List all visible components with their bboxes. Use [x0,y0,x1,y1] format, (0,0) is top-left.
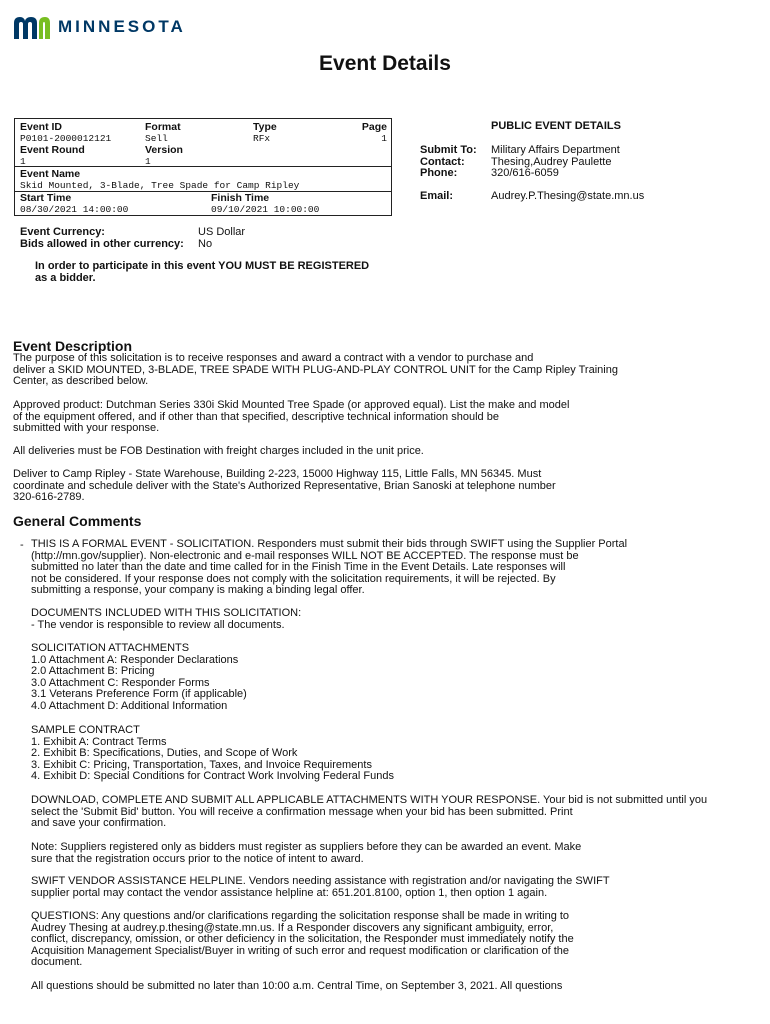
type-label: Type [253,121,277,133]
event-round-label: Event Round [20,144,85,156]
event-id-value: P0101-2000012121 [20,133,112,144]
event-currency-value: US Dollar [198,226,246,238]
event-name-value: Skid Mounted, 3-Blade, Tree Spade for Camp Ripley [20,180,300,191]
event-description-heading: Event Description [13,338,133,354]
phone-value: 320/616-6059 [491,167,559,179]
general-comments-heading: General Comments [13,513,142,529]
comment-paragraph: SOLICITATION ATTACHMENTS 1.0 Attachment A: Responder Declarations 2.0 Attachment B: Pricing 3.0 Attachment C: Responder Forms 3.1 Veterans Preference Form (if applicable) 4.0 Attachment D: Additional Information [31,642,247,712]
public-details-heading: PUBLIC EVENT DETAILS [491,120,621,132]
submit-to-label: Submit To: [420,144,477,156]
email-label: Email: [420,190,454,202]
comment-paragraph: THIS IS A FORMAL EVENT - SOLICITATION. Responders must submit their bids through SWIFT using the Supplier Portal (http://mn.gov/supplier). Non-electronic and e-mail responses WILL NOT BE ACCEPTED. The response must be submitted no later than the date and time called for in the Finish Time in the Event Details. Late responses will not be considered. If your response does not comply with the solicitation requirements, it will be rejected. By submitting a response, your company is making a binding legal offer. [31,538,628,597]
finish-time-value: 09/10/2021 10:00:00 [211,204,320,215]
other-currency-value: No [198,238,213,250]
registration-notice: In order to participate in this event YOU MUST BE REGISTERED as a bidder. [35,260,370,284]
contact-label: Contact: [420,156,465,168]
comment-paragraph: All questions should be submitted no later than 10:00 a.m. Central Time, on September 3, 2021. All questions [31,980,563,992]
description-paragraph: Deliver to Camp Ripley - State Warehouse, Building 2-223, 15000 Highway 115, Little Falls, MN 56345. Must coordinate and schedule deliver with the State's Authorized Representative, Brian Sanoski at telephone number 320-616-2789. [13,468,556,504]
version-label: Version [145,144,183,156]
event-id-label: Event ID [20,121,63,133]
page-title: Event Details [319,52,451,75]
version-value: 1 [145,156,151,167]
other-currency-label: Bids allowed in other currency: [20,238,184,250]
submit-to-value: Military Affairs Department [491,144,620,156]
comment-paragraph: DOWNLOAD, COMPLETE AND SUBMIT ALL APPLICABLE ATTACHMENTS WITH YOUR RESPONSE. Your bid is not submitted until you select the 'Submit Bid' button. You will receive a confirmation message when your bid has been submitted. Print and save your confirmation. [31,794,708,830]
box-divider [15,166,391,167]
phone-label: Phone: [420,167,458,179]
event-info-box [14,118,392,216]
event-currency-label: Event Currency: [20,226,105,238]
event-name-label: Event Name [20,168,81,180]
finish-time-label: Finish Time [211,192,270,204]
comment-bullet: - [20,539,24,551]
email-value[interactable]: Audrey.P.Thesing@state.mn.us [491,190,645,202]
start-time-label: Start Time [20,192,72,204]
box-divider [15,191,391,192]
event-round-value: 1 [20,156,26,167]
comment-paragraph: Note: Suppliers registered only as bidders must register as suppliers before they can be awarded an event. Make sure that the registration occurs prior to the notice of intent to award. [31,841,582,865]
description-paragraph: Approved product: Dutchman Series 330i Skid Mounted Tree Spade (or approved equal). List the make and model of the equipment offered, and if other than that specified, descriptive technical information should be submitted with your response. [13,399,570,435]
comment-paragraph: QUESTIONS: Any questions and/or clarifications regarding the solicitation response shall be made in writing to Audrey Thesing at audrey.p.thesing@state.mn.us. If a Responder discovers any significant ambiguity, error, conflict, discrepancy, omission, or other deficiency in the solicitation, the Responder must immediately notify the Acquisition Management Specialist/Buyer in writing of such error and request modification or clarification of the document. [31,910,574,969]
comment-paragraph: SWIFT VENDOR ASSISTANCE HELPLINE. Vendors needing assistance with registration and/or navigating the SWIFT supplier portal may contact the vendor assistance helpline at: 651.201.8100, option 1, then option 1 again. [31,875,610,899]
comment-paragraph: DOCUMENTS INCLUDED WITH THIS SOLICITATION: - The vendor is responsible to review all documents. [31,607,302,631]
description-paragraph: All deliveries must be FOB Destination with freight charges included in the unit price. [13,445,424,457]
contact-value: Thesing,Audrey Paulette [491,156,612,168]
type-value: RFx [253,133,271,144]
description-paragraph: The purpose of this solicitation is to receive responses and award a contract with a vendor to purchase and deliver a SKID MOUNTED, 3-BLADE, TREE SPADE WITH PLUG-AND-PLAY CONTROL UNIT for the Camp Ripley Training Center, as described below. [13,352,618,388]
minnesota-logo [12,14,186,40]
format-value: Sell [145,133,168,144]
minnesota-logo-icon [12,15,50,39]
page-label: Page [361,121,387,133]
page-value: 1 [381,133,387,144]
minnesota-logo-text: MINNESOTA [58,17,186,36]
start-time-value: 08/30/2021 14:00:00 [20,204,129,215]
comment-paragraph: SAMPLE CONTRACT 1. Exhibit A: Contract Terms 2. Exhibit B: Specifications, Duties, and Scope of Work 3. Exhibit C: Pricing, Transportation, Taxes, and Invoice Requirements 4. Exhibit D: Special Conditions for Contract Work Involving Federal Funds [31,724,394,783]
format-label: Format [145,121,181,133]
